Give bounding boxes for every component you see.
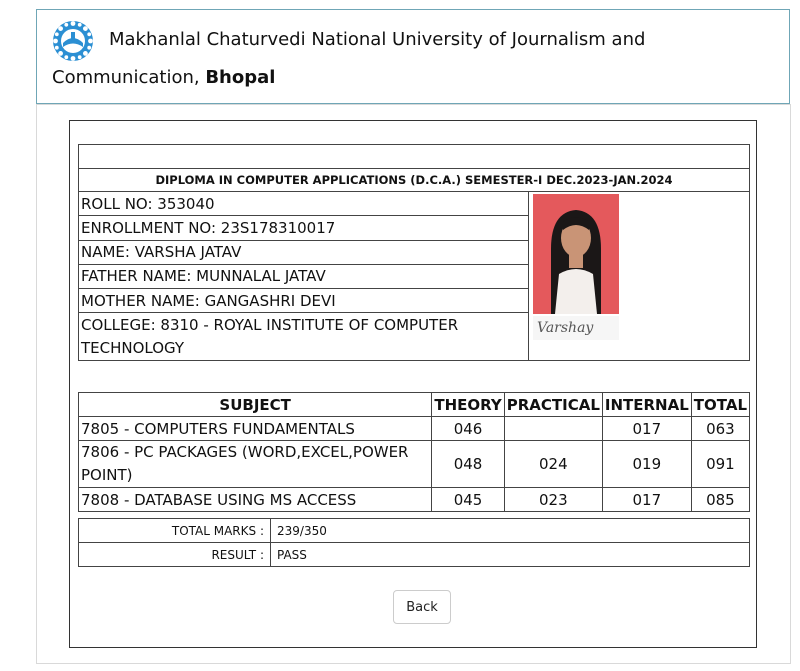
subject-cell: 7806 - PC PACKAGES (WORD,EXCEL,POWER POINT) (79, 441, 432, 488)
result-value: PASS (271, 543, 750, 567)
column-header-theory: THEORY (432, 393, 504, 417)
enrollment-number: ENROLLMENT NO: 23S178310017 (79, 216, 529, 240)
father-name: FATHER NAME: MUNNALAL JATAV (79, 264, 529, 288)
university-name-prefix: Communication, (52, 67, 206, 88)
roll-number: ROLL NO: 353040 (79, 192, 529, 216)
column-header-total: TOTAL (691, 393, 749, 417)
student-info-table (78, 144, 750, 361)
internal-cell: 017 (602, 417, 691, 441)
marks-table (78, 392, 750, 512)
total-cell: 085 (691, 488, 749, 512)
table-row (79, 417, 750, 441)
internal-cell: 019 (602, 441, 691, 488)
mother-name: MOTHER NAME: GANGASHRI DEVI (79, 289, 529, 313)
student-name: NAME: VARSHA JATAV (79, 240, 529, 264)
column-header-practical: PRACTICAL (504, 393, 602, 417)
internal-cell: 017 (602, 488, 691, 512)
university-city: Bhopal (205, 67, 276, 88)
course-title: DIPLOMA IN COMPUTER APPLICATIONS (D.C.A.) SEMESTER-I DEC.2023-JAN.2024 (79, 169, 750, 192)
practical-cell: 024 (504, 441, 602, 488)
back-button[interactable]: Back (393, 590, 451, 624)
total-cell: 063 (691, 417, 749, 441)
total-cell: 091 (691, 441, 749, 488)
result-summary-table (78, 518, 750, 567)
practical-cell (504, 417, 602, 441)
blank-header-row (79, 145, 750, 169)
subject-cell: 7808 - DATABASE USING MS ACCESS (79, 488, 432, 512)
result-label: RESULT : (79, 543, 271, 567)
university-emblem-icon (52, 20, 94, 62)
student-photo (533, 194, 619, 314)
university-name-line1: Makhanlal Chaturvedi National University of Journalism and (109, 29, 646, 50)
theory-cell: 046 (432, 417, 504, 441)
total-marks-value: 239/350 (271, 519, 750, 543)
subject-cell: 7805 - COMPUTERS FUNDAMENTALS (79, 417, 432, 441)
university-header (36, 9, 790, 104)
table-row (79, 441, 750, 488)
practical-cell: 023 (504, 488, 602, 512)
university-name-line2 (52, 67, 275, 88)
college-name: COLLEGE: 8310 - ROYAL INSTITUTE OF COMPUTER TECHNOLOGY (79, 313, 529, 361)
column-header-subject: SUBJECT (79, 393, 432, 417)
table-row (79, 488, 750, 512)
total-marks-label: TOTAL MARKS : (79, 519, 271, 543)
photo-cell (529, 192, 750, 361)
column-header-internal: INTERNAL (602, 393, 691, 417)
student-signature: Varshay (533, 316, 619, 340)
theory-cell: 045 (432, 488, 504, 512)
theory-cell: 048 (432, 441, 504, 488)
